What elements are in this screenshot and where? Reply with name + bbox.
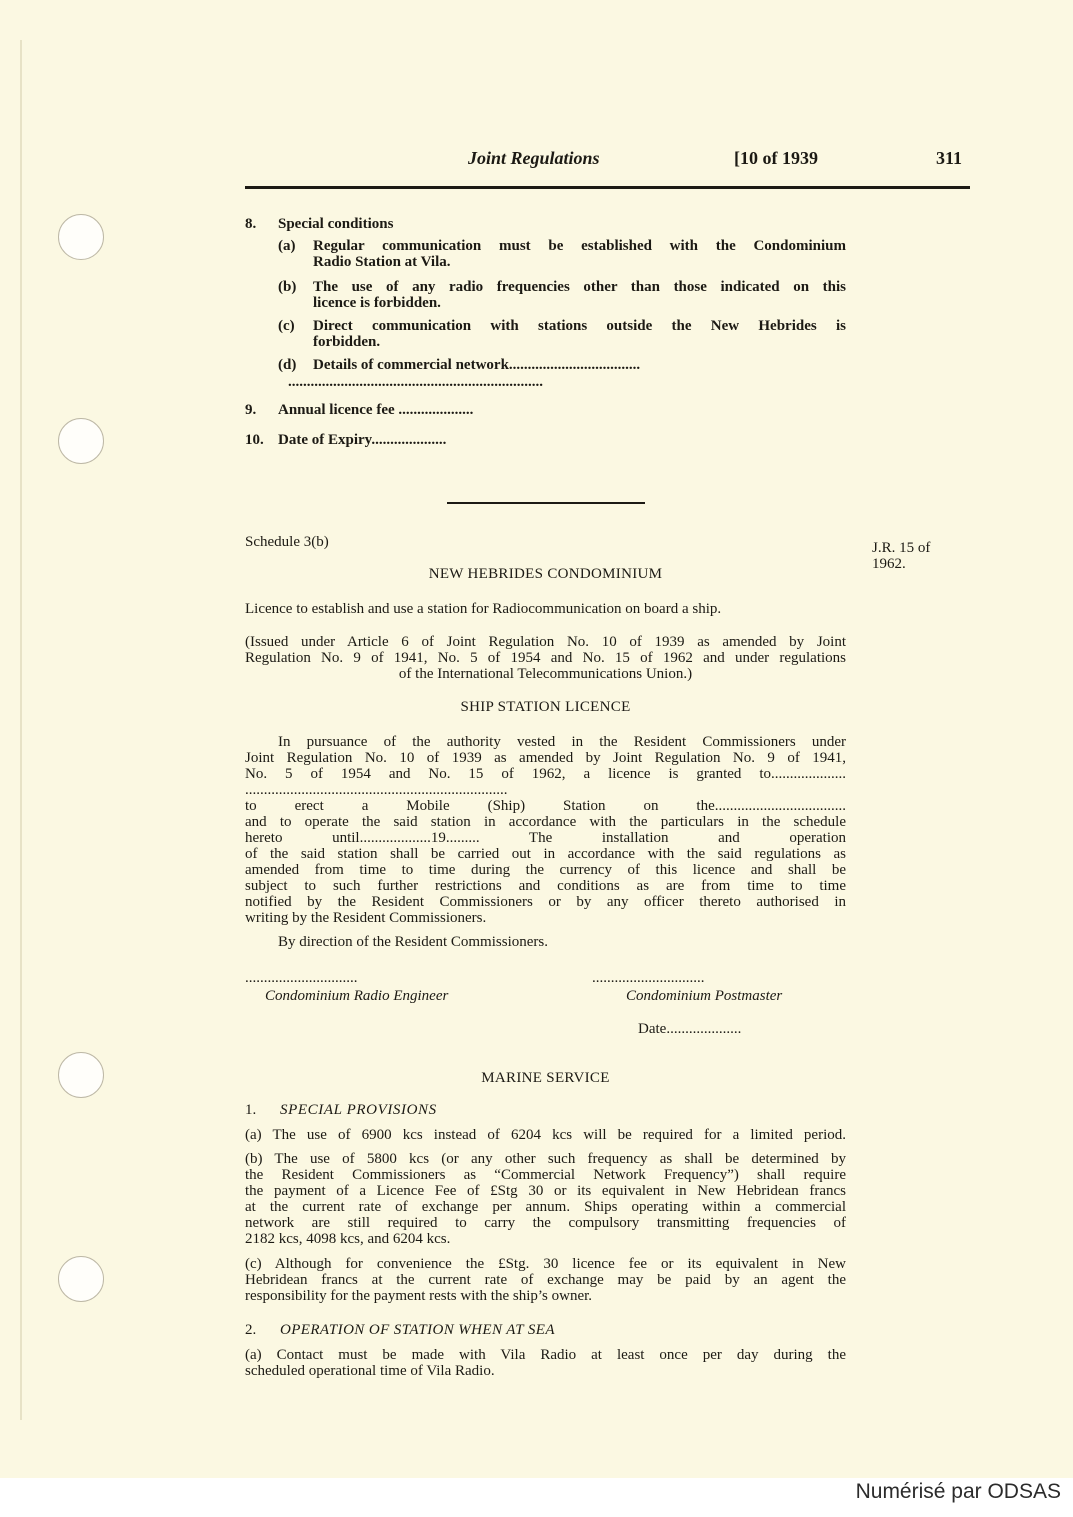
header-title: Joint Regulations — [468, 148, 600, 168]
provision-a: (a) The use of 6900 kcs instead of 6204 kcs will be required for a limited period. — [245, 1127, 846, 1143]
signature-line-left: .............................. — [245, 970, 358, 986]
body-line-10: subject to such further restrictions and conditions as are from time to time — [245, 878, 846, 894]
issued-line-2: Regulation No. 9 of 1941, No. 5 of 1954 and No. 15 of 1962 and under regulations — [245, 650, 846, 666]
item-c-label: (c) — [278, 318, 295, 334]
item-b-line1: The use of any radio frequencies other than those indicated on this — [313, 279, 846, 295]
digitization-credit: Numérisé par ODSAS — [855, 1480, 1061, 1503]
header-reference: [10 of 1939 — [734, 148, 818, 168]
issued-line-1: (Issued under Article 6 of Joint Regulation No. 10 of 1939 as amended by Joint — [245, 634, 846, 650]
page-edge — [20, 40, 22, 1420]
body-line-2: Joint Regulation No. 10 of 1939 as amended by Joint Regulation No. 9 of 1941, — [245, 750, 846, 766]
provision-c-line-1: (c) Although for convenience the £Stg. 30 licence fee or its equivalent in New — [245, 1256, 846, 1272]
body-line-7: hereto until...................19......... The installation and operation — [245, 830, 846, 846]
provision-b-line-4: at the current rate of exchange per annum. Ships operating within a commercial — [245, 1199, 846, 1215]
marine-service-title: MARINE SERVICE — [481, 1070, 610, 1086]
direction-line: By direction of the Resident Commissioners. — [278, 934, 548, 950]
operation-heading: OPERATION OF STATION WHEN AT SEA — [280, 1322, 555, 1338]
punch-hole-2 — [58, 418, 104, 464]
body-line-5: to erect a Mobile (Ship) Station on the................................... — [245, 798, 846, 814]
date-field: Date.................... — [638, 1021, 742, 1037]
section9-number: 9. — [245, 402, 257, 418]
provision-b-line-3: the payment of a Licence Fee of £Stg 30 or its equivalent in New Hebridean francs — [245, 1183, 846, 1199]
provision-b-last: 2182 kcs, 4098 kcs, and 6204 kcs. — [245, 1231, 451, 1247]
operation-number: 2. — [245, 1322, 257, 1338]
punch-hole-3 — [58, 1052, 104, 1098]
body-line-9: amended from time to time during the currency of this licence and shall be — [245, 862, 846, 878]
signature-line-right: .............................. — [592, 970, 705, 986]
body-line-3: No. 5 of 1954 and No. 15 of 1962, a licence is granted to.................... — [245, 766, 846, 782]
issued-line-3: of the International Telecommunications Union.) — [398, 666, 693, 682]
body-last-line: writing by the Resident Commissioners. — [245, 910, 487, 926]
margin-note-line2: 1962. — [872, 556, 906, 572]
item-b-label: (b) — [278, 279, 297, 295]
item-a-label: (a) — [278, 238, 296, 254]
item-c-line1: Direct communication with stations outside the New Hebrides is — [313, 318, 846, 334]
licence-heading: SHIP STATION LICENCE — [460, 699, 631, 715]
body-line-1: In pursuance of the authority vested in the Resident Commissioners under — [278, 734, 846, 750]
punch-hole-1 — [58, 214, 104, 260]
section9-text: Annual licence fee .................... — [278, 402, 474, 418]
operation-a-line-2: scheduled operational time of Vila Radio. — [245, 1363, 495, 1379]
provisions-number: 1. — [245, 1102, 257, 1118]
provision-b-line-5: network are still required to carry the compulsory transmitting frequencies of — [245, 1215, 846, 1231]
body-line-8: of the said station shall be carried out in accordance with the said regulations as — [245, 846, 846, 862]
item-a-line1: Regular communication must be established with the Condominium — [313, 238, 846, 254]
body-line-6: and to operate the said station in accordance with the particulars in the schedule — [245, 814, 846, 830]
punch-hole-4 — [58, 1256, 104, 1302]
item-a-line2: Radio Station at Vila. — [313, 254, 451, 270]
item-d-label: (d) — [278, 357, 297, 373]
item-d-line1: Details of commercial network................................... — [313, 357, 641, 373]
header-rule — [245, 186, 970, 189]
schedule-title: NEW HEBRIDES CONDOMINIUM — [428, 566, 663, 582]
item-d-line2: .................................................................... — [288, 374, 543, 390]
provision-b-line-2: the Resident Commissioners as “Commercial Network Frequency”) shall require — [245, 1167, 846, 1183]
provision-c-last: responsibility for the payment rests with the ship’s owner. — [245, 1288, 593, 1304]
item-c-line2: forbidden. — [313, 334, 381, 350]
signature-postmaster: Condominium Postmaster — [626, 988, 783, 1004]
schedule-subtitle: Licence to establish and use a station for Radiocommunication on board a ship. — [245, 601, 722, 617]
page-number: 311 — [936, 148, 963, 168]
schedule-label: Schedule 3(b) — [245, 534, 329, 550]
section-divider — [447, 502, 645, 504]
provision-c-line-2: Hebridean francs at the current rate of exchange may be paid by an agent the — [245, 1272, 846, 1288]
section8-heading: Special conditions — [278, 216, 394, 232]
operation-a-line-1: (a) Contact must be made with Vila Radio at least once per day during the — [245, 1347, 846, 1363]
body-line-4: ...................................................................... — [245, 782, 508, 798]
signature-radio-engineer: Condominium Radio Engineer — [265, 988, 449, 1004]
section10-text: Date of Expiry.................... — [278, 432, 447, 448]
body-line-11: notified by the Resident Commissioners or by any officer thereto authorised in — [245, 894, 846, 910]
section10-number: 10. — [245, 432, 264, 448]
provision-b-line-1: (b) The use of 5800 kcs (or any other such frequency as shall be determined by — [245, 1151, 846, 1167]
margin-note-line1: J.R. 15 of — [872, 540, 931, 556]
provisions-heading: SPECIAL PROVISIONS — [280, 1102, 437, 1118]
section8-number: 8. — [245, 216, 257, 232]
item-b-line2: licence is forbidden. — [313, 295, 441, 311]
